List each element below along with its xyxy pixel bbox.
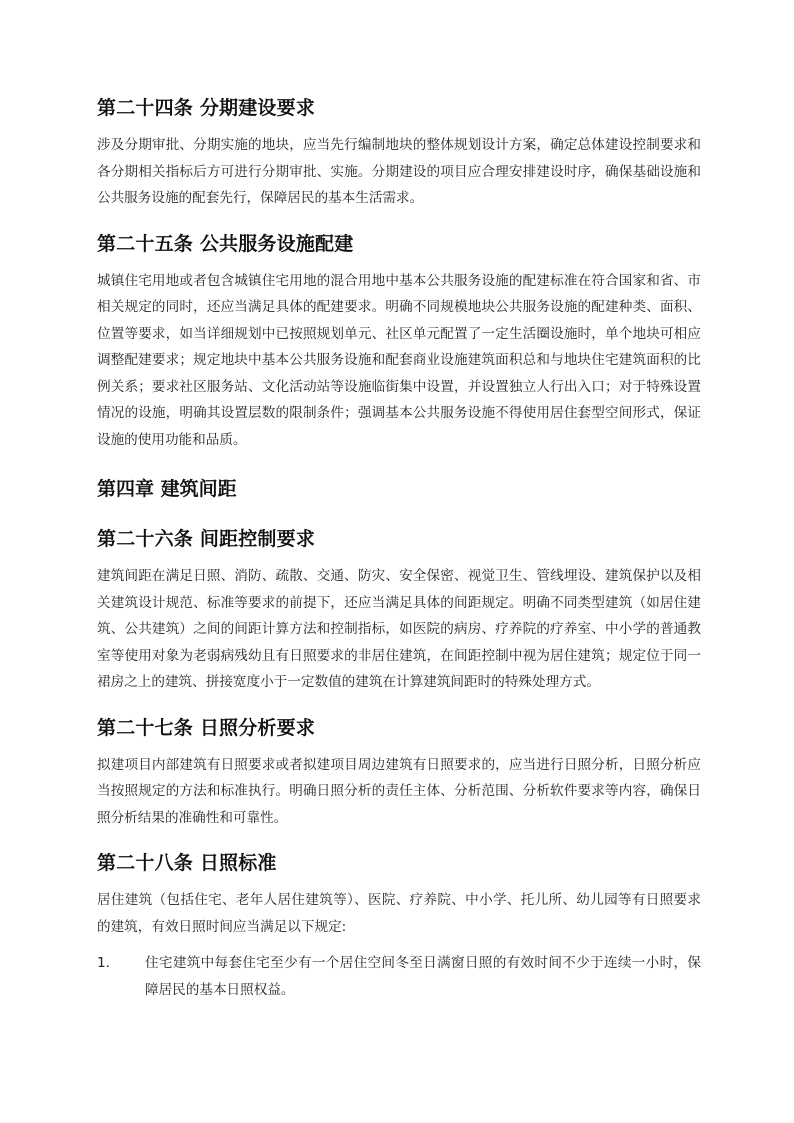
list-item-number: 1. xyxy=(97,955,110,971)
section-title-24: 第二十四条 分期建设要求 xyxy=(97,97,316,119)
sunlight-standard-list xyxy=(97,950,701,1003)
section-title-26: 第二十六条 间距控制要求 xyxy=(97,528,316,550)
section-body-28: 居住建筑（包括住宅、老年人居住建筑等）、医院、疗养院、中小学、托儿所、幼儿园等有日照要求的建筑，有效日照时间应当满足以下规定: xyxy=(97,892,701,935)
section-body-27: 拟建项目内部建筑有日照要求或者拟建项目周边建筑有日照要求的，应当进行日照分析，日照分析应当按照规定的方法和标准执行。明确日照分析的责任主体、分析范围、分析软件要求等内容，确保日照分析结果的准确性和可靠性。 xyxy=(97,756,701,826)
section-title-27: 第二十七条 日照分析要求 xyxy=(97,716,316,739)
list-item-text: 住宅建筑中每套住宅至少有一个居住空间冬至日满窗日照的有效时间不少于连续一小时，保障居民的基本日照权益。 xyxy=(145,955,701,998)
section-body-26: 建筑间距在满足日照、消防、疏散、交通、防灾、安全保密、视觉卫生、管线埋设、建筑保护以及相关建筑设计规范、标准等要求的前提下，还应当满足具体的间距规定。明确不同类型建筑（如居住建筑、公共建筑）之间的间距计算方法和控制指标，如医院的病房、疗养院的疗养室、中小学的普通教室等使用对象为老弱病残幼且有日照要求的非居住建筑，在间距控制中视为居住建筑；规定位于同一裙房之上的建筑、拼接宽度小于一定数值的建筑在计算建筑间距时的特殊处理方式。 xyxy=(97,568,701,690)
section-body-24: 涉及分期审批、分期实施的地块，应当先行编制地块的整体规划设计方案，确定总体建设控制要求和各分期相关指标后方可进行分期审批、实施。分期建设的项目应合理安排建设时序，确保基础设施和公共服务设施的配套先行，保障居民的基本生活需求。 xyxy=(97,137,701,206)
section-body-25: 城镇住宅用地或者包含城镇住宅用地的混合用地中基本公共服务设施的配建标准在符合国家和省、市相关规定的同时，还应当满足具体的配建要求。明确不同规模地块公共服务设施的配建种类、面积、位置等要求，如当详细规划中已按照规划单元、社区单元配置了一定生活圈设施时，单个地块可相应调整配建要求；规定地块中基本公共服务设施和配套商业设施建筑面积总和与地块住宅建筑面积的比例关系；要求社区服务站、文化活动站等设施临街集中设置，并设置独立人行出入口；对于特殊设置情况的设施，明确其设置层数的限制条件；强调基本公共服务设施不得使用居住套型空间形式，保证设施的使用功能和品质。 xyxy=(97,272,701,448)
document-page xyxy=(97,94,701,1003)
section-title-28: 第二十八条 日照标准 xyxy=(97,852,277,874)
chapter-title: 第四章 建筑间距 xyxy=(97,478,237,500)
section-title-25: 第二十五条 公共服务设施配建 xyxy=(97,232,354,255)
list-item xyxy=(97,950,701,1003)
